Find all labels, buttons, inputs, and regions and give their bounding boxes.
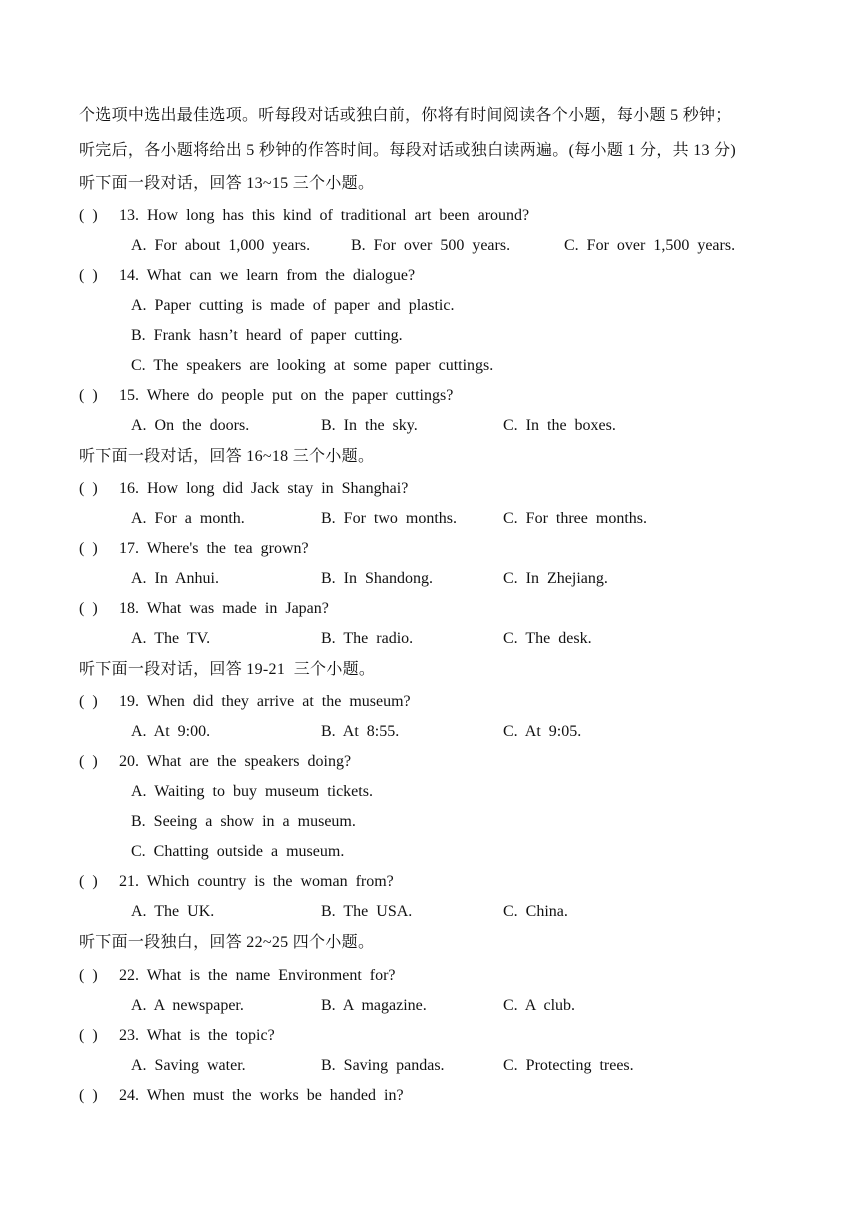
question-21 — [79, 872, 840, 892]
option-22-a[interactable]: A. A newspaper. — [131, 997, 244, 1014]
question-text: How long did Jack stay in Shanghai? — [147, 480, 409, 497]
option-17-a[interactable]: A. In Anhui. — [131, 570, 219, 587]
question-number: 24. — [119, 1087, 139, 1104]
option-21-c[interactable]: C. China. — [503, 903, 568, 920]
answer-blank[interactable]: ( ) — [79, 387, 98, 404]
answer-blank[interactable]: ( ) — [79, 753, 98, 770]
question-number: 17. — [119, 540, 139, 557]
answer-blank[interactable]: ( ) — [79, 967, 98, 984]
question-number: 16. — [119, 480, 139, 497]
question-number: 20. — [119, 753, 139, 770]
option-20-b[interactable]: B. Seeing a show in a museum. — [131, 813, 356, 830]
answer-blank[interactable]: ( ) — [79, 1087, 98, 1104]
option-15-b[interactable]: B. In the sky. — [321, 417, 418, 434]
question-24 — [79, 1086, 840, 1106]
instruction-line-1: 个选项中选出最佳选项。听每段对话或独白前，你将有时间阅读各个小题，每小题 5 秒钟； — [79, 107, 732, 124]
question-text: What can we learn from the dialogue? — [146, 267, 416, 284]
question-18 — [79, 599, 840, 619]
answer-blank[interactable]: ( ) — [79, 540, 98, 557]
option-13-c[interactable]: C. For over 1,500 years. — [564, 237, 736, 254]
question-text: What was made in Japan? — [146, 600, 329, 617]
option-19-a[interactable]: A. At 9:00. — [131, 723, 211, 740]
option-22-c[interactable]: C. A club. — [503, 997, 576, 1014]
option-23-a[interactable]: A. Saving water. — [131, 1057, 246, 1074]
answer-blank[interactable]: ( ) — [79, 1027, 98, 1044]
question-text: What is the topic? — [146, 1027, 275, 1044]
question-16 — [79, 479, 840, 499]
question-15 — [79, 386, 840, 406]
question-20 — [79, 752, 840, 772]
option-15-a[interactable]: A. On the doors. — [131, 417, 250, 434]
option-19-b[interactable]: B. At 8:55. — [321, 723, 400, 740]
question-number: 23. — [119, 1027, 139, 1044]
question-number: 15. — [119, 387, 139, 404]
section-heading-22-25: 听下面一段独白，回答 22~25 四个小题。 — [79, 934, 375, 951]
option-18-b[interactable]: B. The radio. — [321, 630, 414, 647]
option-15-c[interactable]: C. In the boxes. — [503, 417, 616, 434]
option-14-b[interactable]: B. Frank hasn’t heard of paper cutting. — [131, 327, 403, 344]
answer-blank[interactable]: ( ) — [79, 693, 98, 710]
instruction-line-2: 听完后，各小题将给出 5 秒钟的作答时间。每段对话或独白读两遍。(每小题 1 分，共 13 分) — [79, 142, 737, 159]
option-16-a[interactable]: A. For a month. — [131, 510, 245, 527]
option-14-c[interactable]: C. The speakers are looking at some paper cuttings. — [131, 357, 494, 374]
answer-blank[interactable]: ( ) — [79, 600, 98, 617]
option-19-c[interactable]: C. At 9:05. — [503, 723, 582, 740]
option-23-c[interactable]: C. Protecting trees. — [503, 1057, 634, 1074]
answer-blank[interactable]: ( ) — [79, 207, 98, 224]
question-text: When must the works be handed in? — [146, 1087, 404, 1104]
question-number: 18. — [119, 600, 139, 617]
question-22 — [79, 966, 840, 986]
answer-blank[interactable]: ( ) — [79, 873, 98, 890]
option-13-a[interactable]: A. For about 1,000 years. — [131, 237, 311, 254]
option-14-a[interactable]: A. Paper cutting is made of paper and plastic. — [131, 297, 455, 314]
section-heading-16-18: 听下面一段对话，回答 16~18 三个小题。 — [79, 448, 375, 465]
question-number: 22. — [119, 967, 139, 984]
answer-blank[interactable]: ( ) — [79, 267, 98, 284]
option-18-c[interactable]: C. The desk. — [503, 630, 592, 647]
option-17-c[interactable]: C. In Zhejiang. — [503, 570, 608, 587]
question-text: What are the speakers doing? — [146, 753, 352, 770]
option-20-c[interactable]: C. Chatting outside a museum. — [131, 843, 345, 860]
option-21-b[interactable]: B. The USA. — [321, 903, 413, 920]
option-18-a[interactable]: A. The TV. — [131, 630, 211, 647]
question-number: 14. — [119, 267, 139, 284]
question-text: Which country is the woman from? — [146, 873, 394, 890]
question-number: 13. — [119, 207, 139, 224]
section-heading-13-15: 听下面一段对话，回答 13~15 三个小题。 — [79, 175, 375, 192]
option-17-b[interactable]: B. In Shandong. — [321, 570, 433, 587]
question-text: When did they arrive at the museum? — [146, 693, 411, 710]
question-14 — [79, 266, 840, 286]
question-text: What is the name Environment for? — [146, 967, 396, 984]
answer-blank[interactable]: ( ) — [79, 480, 98, 497]
question-13 — [79, 206, 840, 226]
option-20-a[interactable]: A. Waiting to buy museum tickets. — [131, 783, 373, 800]
question-text: Where's the tea grown? — [146, 540, 309, 557]
question-number: 21. — [119, 873, 139, 890]
option-13-b[interactable]: B. For over 500 years. — [351, 237, 511, 254]
option-22-b[interactable]: B. A magazine. — [321, 997, 427, 1014]
question-text: Where do people put on the paper cuttings? — [146, 387, 454, 404]
option-21-a[interactable]: A. The UK. — [131, 903, 215, 920]
option-16-b[interactable]: B. For two months. — [321, 510, 458, 527]
question-19 — [79, 692, 840, 712]
question-text: How long has this kind of traditional art been around? — [147, 207, 530, 224]
question-number: 19. — [119, 693, 139, 710]
question-17 — [79, 539, 840, 559]
option-16-c[interactable]: C. For three months. — [503, 510, 647, 527]
section-heading-19-21: 听下面一段对话，回答 19-21 三个小题。 — [79, 661, 376, 678]
question-23 — [79, 1026, 840, 1046]
option-23-b[interactable]: B. Saving pandas. — [321, 1057, 445, 1074]
